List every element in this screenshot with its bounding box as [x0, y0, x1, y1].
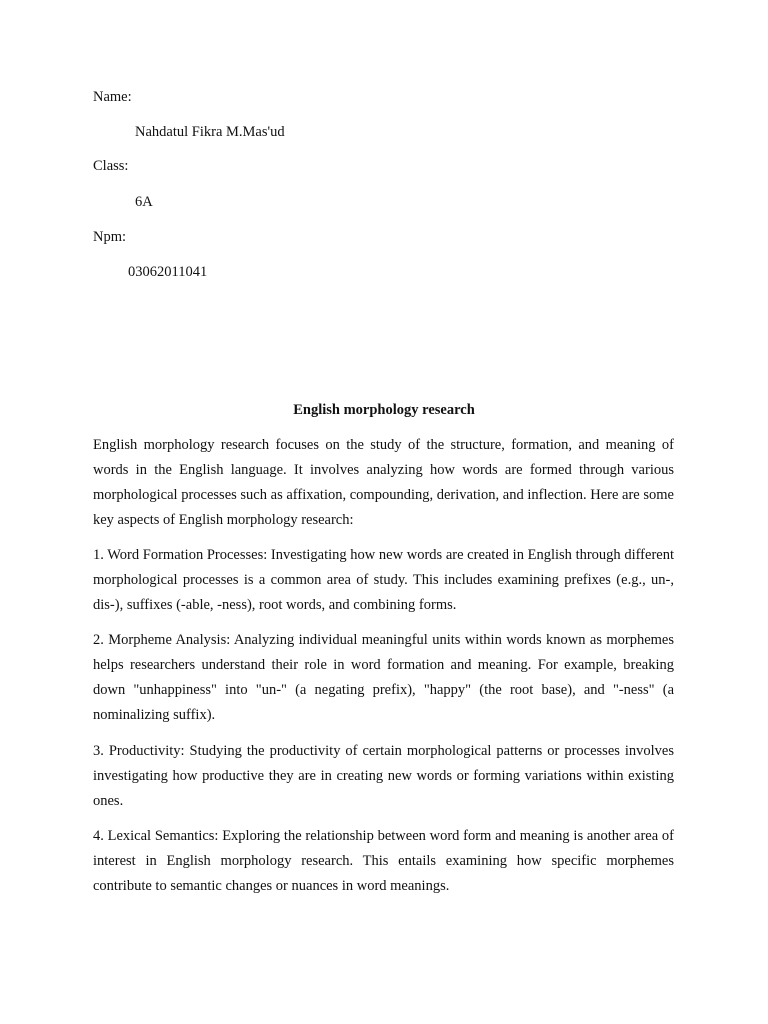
- class-value: 6A: [135, 194, 153, 210]
- paragraph-word-formation: 1. Word Formation Processes: Investigating how new words are created in English through different morphological processes is a common area of study. This includes examining prefixes (e.g., un-, dis-), suffixes (-able, -ness), root words, and combining forms.: [93, 547, 674, 613]
- class-label: Class:: [93, 158, 129, 174]
- npm-value: 03062011041: [128, 264, 208, 280]
- name-value: Nahdatul Fikra M.Mas'ud: [135, 124, 285, 140]
- document-title: English morphology research: [293, 402, 475, 418]
- npm-label: Npm:: [93, 229, 127, 245]
- name-label: Name:: [93, 89, 132, 105]
- paragraph-lexical-semantics: 4. Lexical Semantics: Exploring the relationship between word form and meaning is another area of interest in English morphology research. This entails examining how specific morphemes contribute to semantic changes or nuances in word meanings.: [93, 828, 674, 894]
- intro-paragraph: English morphology research focuses on the study of the structure, formation, and meaning of words in the English language. It involves analyzing how words are formed through various morphological processes such as affixation, compounding, derivation, and inflection. Here are some key aspects of English morphology research:: [93, 437, 674, 528]
- paragraph-morpheme-analysis: 2. Morpheme Analysis: Analyzing individual meaningful units within words known as morphemes helps researchers understand their role in word formation and meaning. For example, breaking down "unhappiness" into "un-" (a negating prefix), "happy" (the root base), and "-ness" (a nominalizing suffix).: [93, 632, 674, 723]
- paragraph-productivity: 3. Productivity: Studying the productivity of certain morphological patterns or processes involves investigating how productive they are in creating new words or forming variations within existing ones.: [93, 743, 674, 809]
